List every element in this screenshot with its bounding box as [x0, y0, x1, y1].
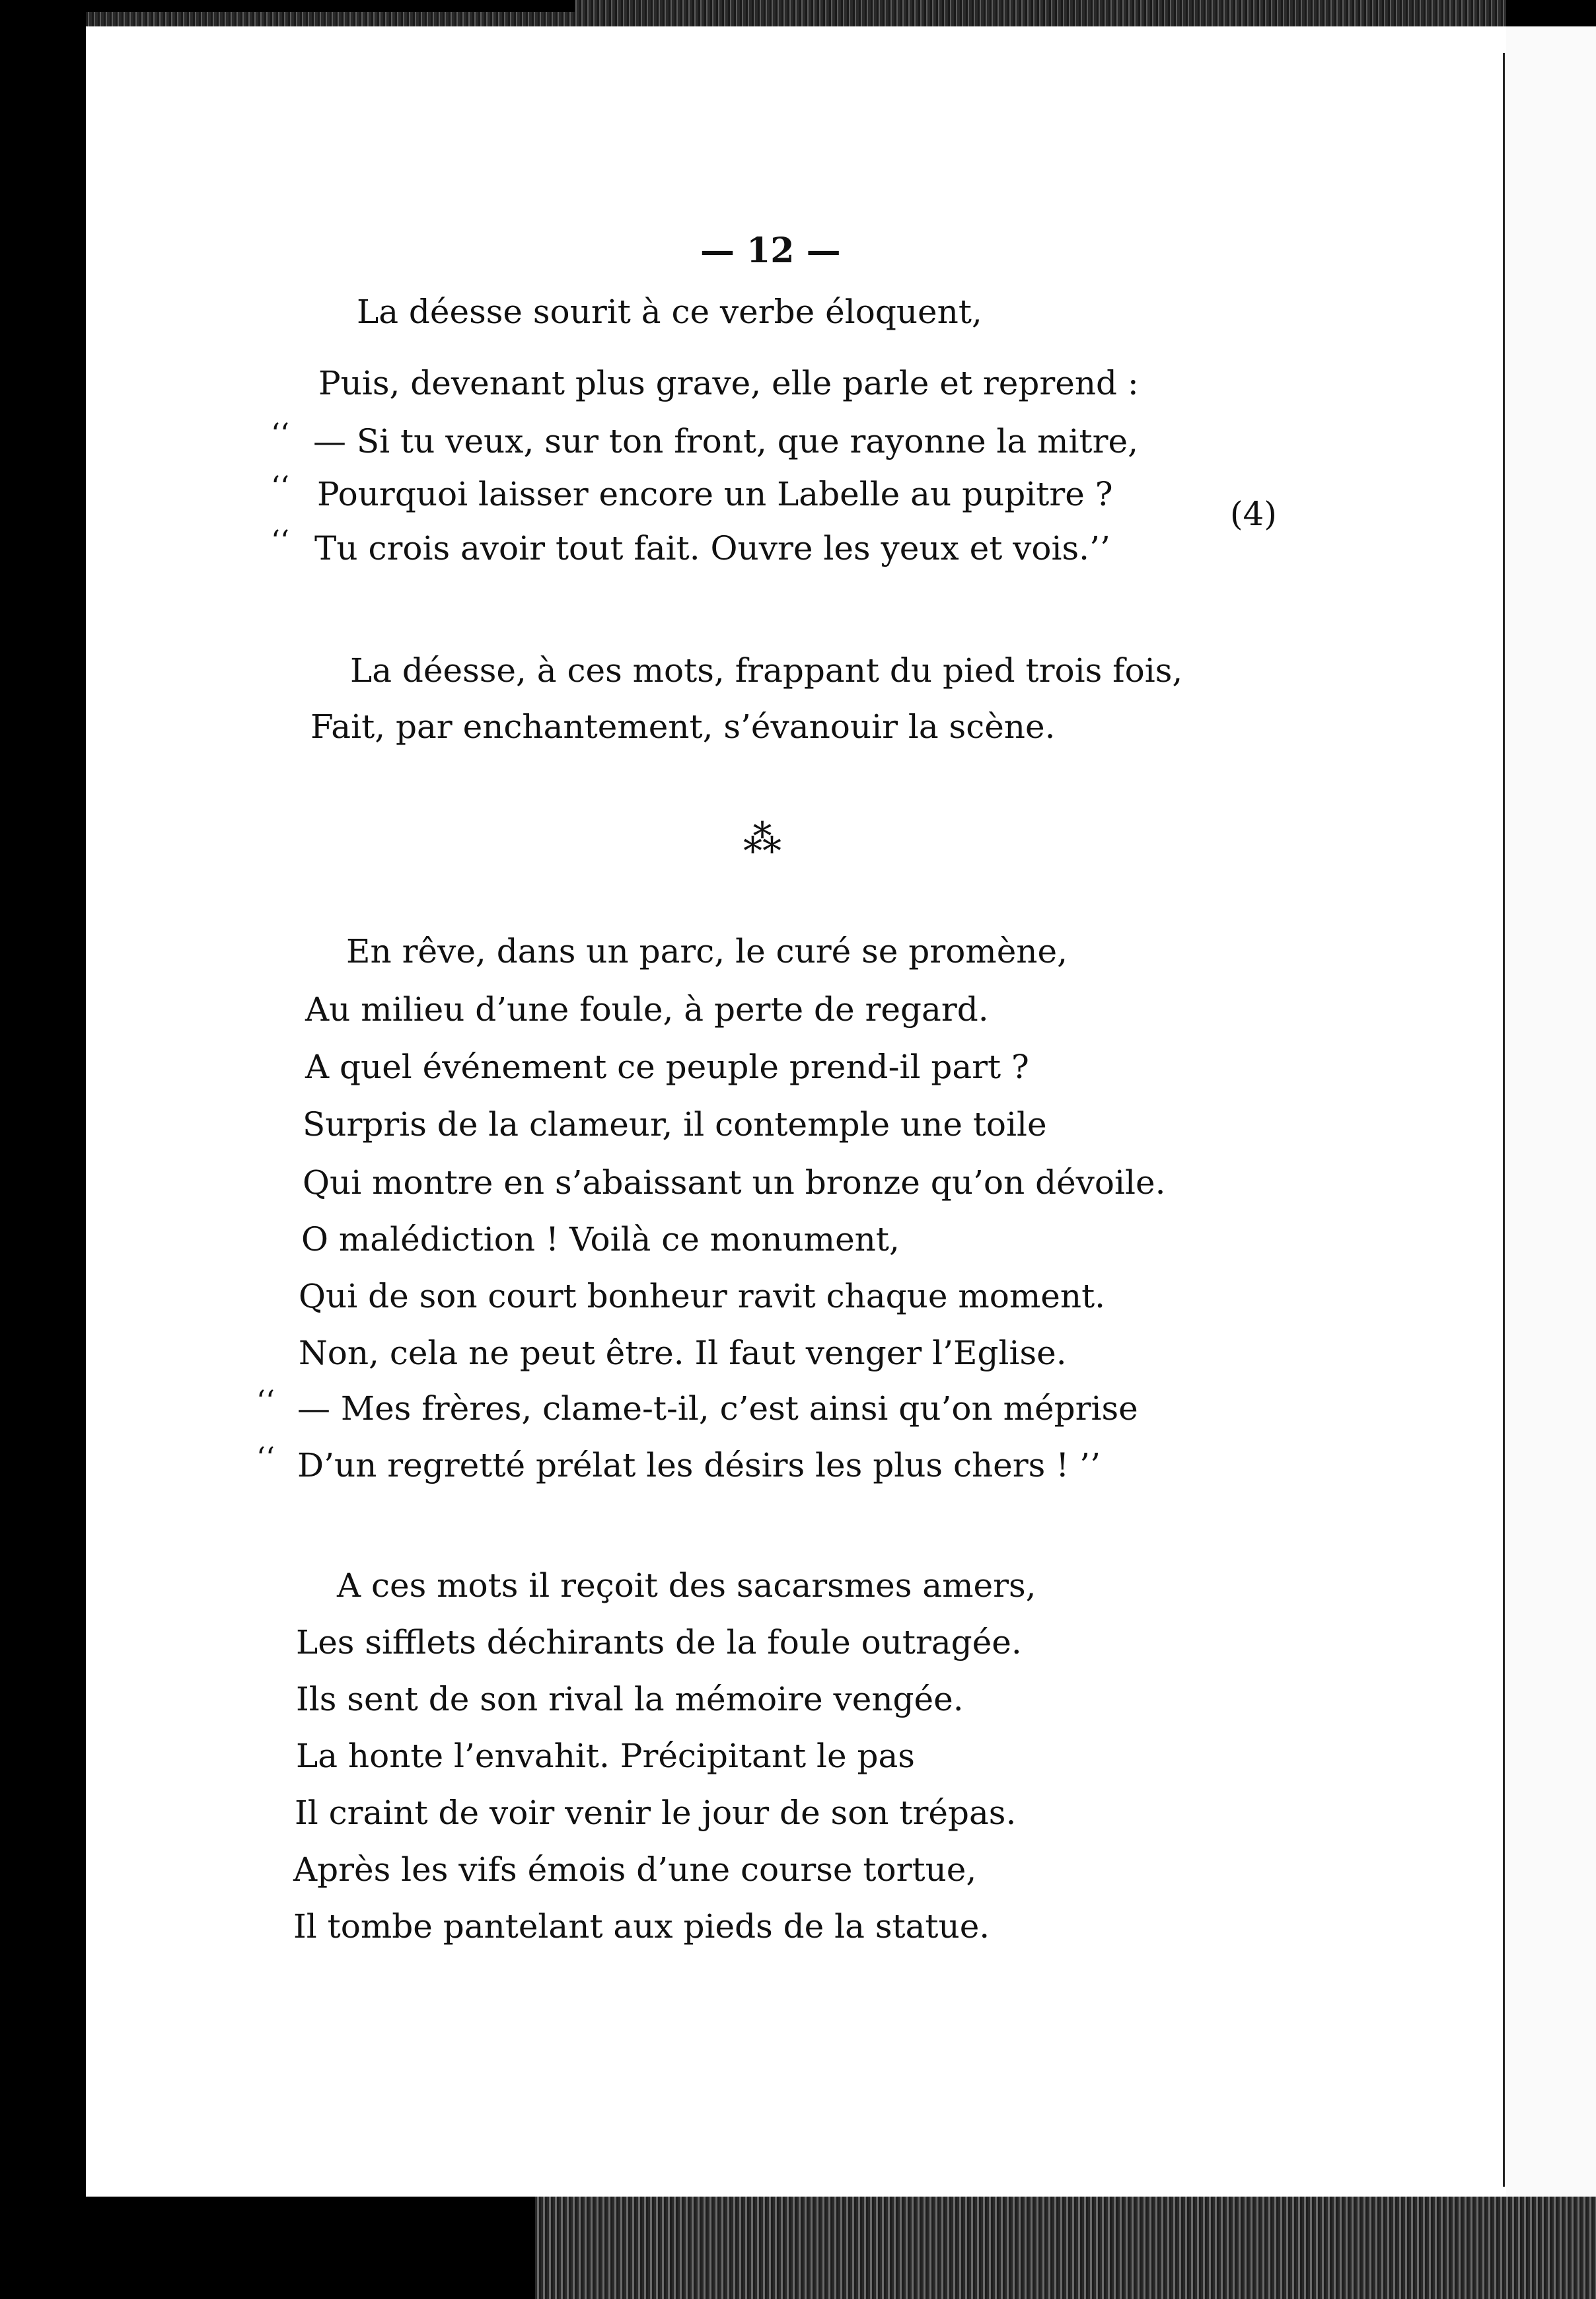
verse-line: La déesse, à ces mots, frappant du pied trois fois,: [350, 651, 1183, 690]
verse-line: La honte l’envahit. Précipitant le pas: [296, 1737, 915, 1775]
page-edge: [1503, 53, 1505, 2187]
verse-line: Fait, par enchantement, s’évanouir la scène.: [310, 708, 1056, 746]
quote-mark: ‘‘: [256, 1441, 275, 1475]
verse-line: En rêve, dans un parc, le curé se promène,: [346, 932, 1068, 970]
verse-line: Puis, devenant plus grave, elle parle et reprend :: [318, 364, 1139, 402]
verse-line: D’un regretté prélat les désirs les plus chers ! ’’: [297, 1446, 1101, 1484]
verse-line: — Mes frères, clame-t-il, c’est ainsi qu’on méprise: [297, 1389, 1138, 1428]
footnote-reference: (4): [1230, 495, 1277, 533]
section-separator: ⁂: [743, 817, 781, 861]
quote-mark: ‘‘: [271, 470, 289, 504]
page-number: — 12 —: [700, 231, 841, 271]
verse-line: Après les vifs émois d’une course tortue,: [293, 1850, 977, 1889]
scan-top-strip-dark: [86, 0, 575, 12]
verse-line: Au milieu d’une foule, à perte de regard.: [305, 990, 989, 1029]
verse-line: Pourquoi laisser encore un Labelle au pupitre ?: [317, 475, 1113, 513]
verse-line: Surpris de la clameur, il contemple une toile: [303, 1105, 1047, 1144]
quote-mark: ‘‘: [271, 418, 289, 451]
verse-line: O malédiction ! Voilà ce monument,: [301, 1220, 900, 1259]
verse-line: La déesse sourit à ce verbe éloquent,: [357, 293, 982, 331]
scan-left-border: [0, 0, 86, 2299]
verse-line: Qui de son court bonheur ravit chaque moment.: [299, 1277, 1106, 1315]
verse-line: Ils sent de son rival la mémoire vengée.: [296, 1680, 964, 1718]
verse-line: A quel événement ce peuple prend-il part ?: [305, 1048, 1029, 1086]
scan-bottom-strip-dark: [86, 2197, 535, 2299]
verse-line: A ces mots il reçoit des sacarsmes amers,: [337, 1566, 1036, 1605]
verse-line: Qui montre en s’abaissant un bronze qu’on dévoile.: [303, 1163, 1166, 1202]
scan-right-corner: [1506, 0, 1596, 26]
scan-bottom-strip: [535, 2197, 1596, 2299]
verse-line: Les sifflets déchirants de la foule outragée.: [296, 1623, 1022, 1661]
verse-line: Non, cela ne peut être. Il faut venger l’Eglise.: [299, 1334, 1067, 1372]
quote-mark: ‘‘: [256, 1385, 275, 1418]
verse-line: Il craint de voir venir le jour de son trépas.: [295, 1794, 1017, 1832]
verse-line: Il tombe pantelant aux pieds de la statue.: [293, 1907, 990, 1946]
verse-line: — Si tu veux, sur ton front, que rayonne la mitre,: [313, 422, 1138, 460]
verse-line: Tu crois avoir tout fait. Ouvre les yeux et vois.’’: [314, 529, 1110, 567]
quote-mark: ‘‘: [271, 525, 289, 558]
scan-right-margin: [1506, 26, 1596, 2197]
